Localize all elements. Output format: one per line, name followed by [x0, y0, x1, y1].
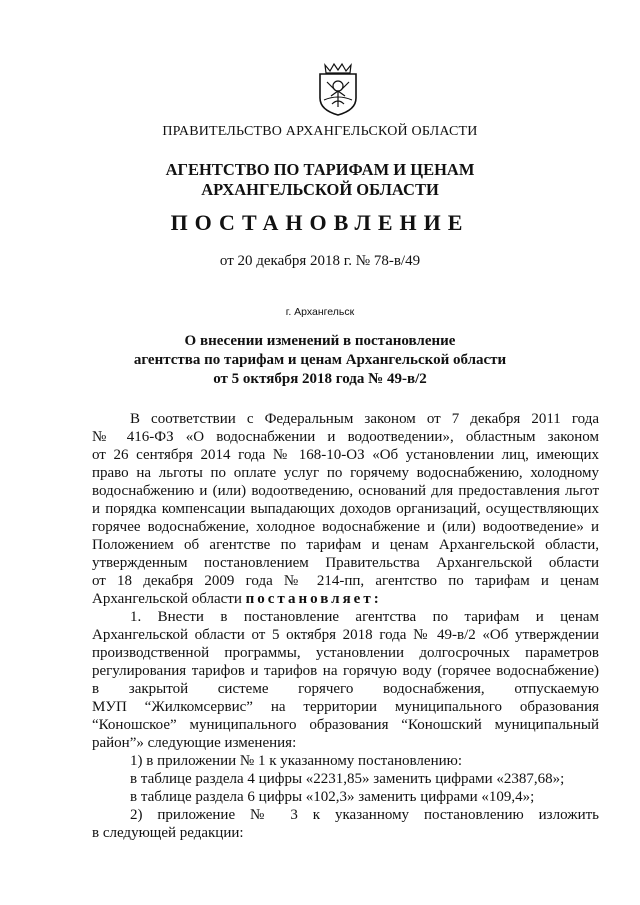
paragraph-1-line: и порядка компенсации выпадающих доходов организаций, осуществляющих — [92, 501, 599, 517]
government-name: ПРАВИТЕЛЬСТВО АРХАНГЕЛЬСКОЙ ОБЛАСТИ — [162, 124, 478, 139]
paragraph-1-line: право на льготы по оплате услуг по горячему водоснабжению, холодному — [92, 465, 599, 481]
agency-name — [0, 160, 640, 200]
paragraph-1-text: Архангельской области — [92, 591, 246, 607]
paragraph-2-line: “Коношское” муниципального образования “Коношский муниципальный — [92, 717, 599, 733]
document-date-number: от 20 декабря 2018 г. № 78-в/49 — [219, 253, 421, 269]
paragraph-1-line: утвержденным постановлением Правительства Архангельской области — [92, 555, 599, 571]
paragraph-1-line: от 18 декабря 2009 года № 214-пп, агентство по тарифам и ценам — [92, 573, 599, 589]
coat-of-arms-emblem — [317, 60, 359, 116]
subject-line1: О внесении изменений в постановление — [184, 333, 456, 349]
item-1-heading: 1) в приложении № 1 к указанному постановлению: — [130, 753, 462, 769]
paragraph-2-line: регулирования тарифов и тарифов на горячую воду (горячее водоснабжение) — [92, 663, 599, 679]
subject-line2: агентства по тарифам и ценам Архангельской области — [133, 352, 507, 368]
paragraph-2-line: 1. Внести в постановление агентства по тарифам и ценам — [130, 609, 599, 625]
document-type-title: ПОСТАНОВЛЕНИЕ — [170, 210, 470, 235]
paragraph-2-line: Архангельской области от 5 октября 2018 года № 49-в/2 «Об утверждении — [92, 627, 599, 643]
paragraph-1-line: горячее водоснабжение, холодное водоснабжение и (или) водоотведение» и — [92, 519, 599, 535]
paragraph-2-line: производственной программы, установлении долгосрочных параметров — [92, 645, 599, 661]
paragraph-1-last-line — [92, 590, 599, 608]
paragraph-2-line: МУП “Жилкомсервис” на территории муниципального образования — [92, 699, 599, 715]
agency-name-line1: АГЕНТСТВО ПО ТАРИФАМ И ЦЕНАМ — [165, 160, 475, 179]
paragraph-1-line: В соответствии с Федеральным законом от 7 декабря 2011 года — [130, 411, 599, 427]
subject-line3: от 5 октября 2018 года № 49-в/2 — [213, 371, 427, 387]
item-2-last-line: в следующей редакции: — [92, 825, 244, 841]
document-body — [92, 410, 599, 842]
agency-name-line2: АРХАНГЕЛЬСКОЙ ОБЛАСТИ — [201, 180, 439, 199]
table-section-6-change: в таблице раздела 6 цифры «102,3» заменить цифрами «109,4»; — [130, 789, 535, 805]
document-subject — [0, 332, 640, 389]
paragraph-1-line: от 26 сентября 2014 года № 168-10-ОЗ «Об установлении лиц, имеющих — [92, 447, 599, 463]
resolves-keyword: постановляет: — [245, 591, 382, 607]
paragraph-2-line: в закрытой системе горячего водоснабжения, отпускаемую — [92, 681, 599, 697]
paragraph-1-line: Положением об агентстве по тарифам и ценам Архангельской области, — [92, 537, 599, 553]
city-name: г. Архангельск — [285, 306, 355, 318]
table-section-4-change: в таблице раздела 4 цифры «2231,85» заменить цифрами «2387,68»; — [130, 771, 565, 787]
paragraph-1-line: водоснабжению и (или) водоотведению, оснований для предоставления льгот — [92, 483, 599, 499]
paragraph-2-last-line: район”» следующие изменения: — [92, 735, 297, 751]
item-2-line: 2) приложение № 3 к указанному постановлению изложить — [130, 807, 599, 823]
paragraph-1-line: № 416-ФЗ «О водоснабжении и водоотведении», областным законом — [92, 429, 599, 445]
